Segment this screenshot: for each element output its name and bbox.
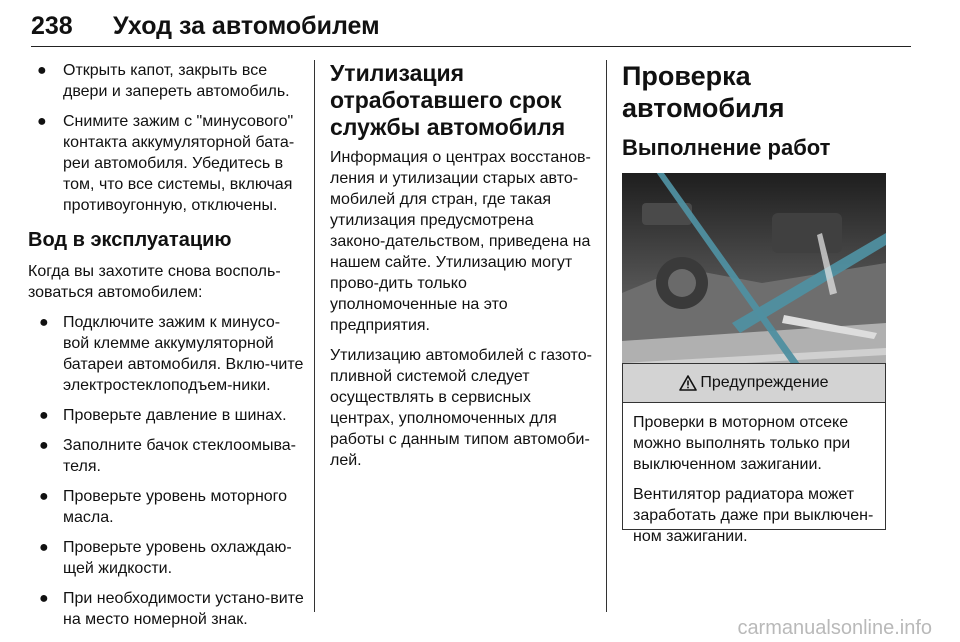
warning-header bbox=[623, 364, 885, 403]
list-item: ● При необходимости устано-вите на место номерной знак. bbox=[39, 590, 304, 628]
page-header bbox=[31, 6, 911, 50]
list-item: ● Открыть капот, закрыть все двери и запереть автомобиль. bbox=[37, 62, 290, 100]
bullet-icon: ● bbox=[39, 314, 49, 331]
list-item: ● Заполните бачок стеклоомыва-теля. bbox=[39, 437, 296, 475]
section-heading-recommission: Вод в эксплуатацию bbox=[28, 229, 232, 251]
right-column bbox=[622, 60, 888, 384]
left-column bbox=[28, 60, 304, 639]
column-divider-right bbox=[606, 60, 607, 612]
bullet-icon: ● bbox=[39, 407, 49, 424]
warning-paragraph: Проверки в моторном отсеке можно выполнять только при выключенном зажигании. bbox=[633, 414, 851, 473]
list-item: ● Проверьте давление в шинах. bbox=[39, 407, 287, 424]
bullet-icon: ● bbox=[39, 590, 49, 607]
section-heading-inspection: Проверка автомобиля bbox=[622, 61, 785, 123]
list-item: ● Снимите зажим с "минусового" контакта аккумуляторной бата-реи автомобиля. Убедитесь в том, что все системы, включая противоугонную, отключены. bbox=[37, 113, 295, 214]
list-item: ● Проверьте уровень охлаждаю-щей жидкости. bbox=[39, 539, 292, 577]
warning-box bbox=[622, 363, 886, 545]
paragraph: Утилизацию автомобилей с газото-пливной системой следует осуществлять в сервисных центрах, уполномоченных для работы с данным типом автомоби-лей. bbox=[330, 347, 592, 469]
bullet-icon: ● bbox=[37, 113, 47, 130]
column-divider-left bbox=[314, 60, 315, 612]
warning-body bbox=[623, 403, 885, 547]
page-number: 238 bbox=[31, 12, 73, 40]
bullet-icon: ● bbox=[39, 539, 49, 556]
warning-title: Предупреждение bbox=[700, 374, 829, 391]
bullet-icon: ● bbox=[37, 62, 47, 79]
list-item: ● Проверьте уровень моторного масла. bbox=[39, 488, 288, 526]
paragraph: Информация о центрах восстанов-ления и утилизации старых авто-мобилей для стран, где такая утилизация предусмотрена законо-дательством, приведена на нашем сайте. Утилизацию могут прово-дить только уполномоченные на это предприятия. bbox=[330, 149, 591, 334]
header-rule bbox=[31, 46, 911, 47]
page-title: Уход за автомобилем bbox=[113, 12, 380, 40]
engine-bay-photo bbox=[622, 173, 886, 384]
intro-paragraph: Когда вы захотите снова восполь-зоваться автомобилем: bbox=[28, 263, 281, 301]
bullet-list-top bbox=[28, 60, 304, 216]
bullet-icon: ● bbox=[39, 488, 49, 505]
bullet-icon: ● bbox=[39, 437, 49, 454]
list-item: ● Подключите зажим к минусо-вой клемме аккумуляторной батареи автомобиля. Вклю-чите электростеклоподъем-ники. bbox=[39, 314, 304, 394]
section-heading-recycling: Утилизация отработавшего срок службы автомобиля bbox=[330, 60, 566, 140]
watermark: carmanualsonline.info bbox=[737, 617, 932, 639]
warning-triangle-icon bbox=[679, 375, 697, 391]
warning-paragraph: Вентилятор радиатора может заработать даже при выключен-ном зажигании. bbox=[633, 486, 874, 545]
bullet-list-sub bbox=[28, 312, 304, 630]
subheading-work: Выполнение работ bbox=[622, 135, 831, 160]
middle-column bbox=[330, 60, 592, 480]
